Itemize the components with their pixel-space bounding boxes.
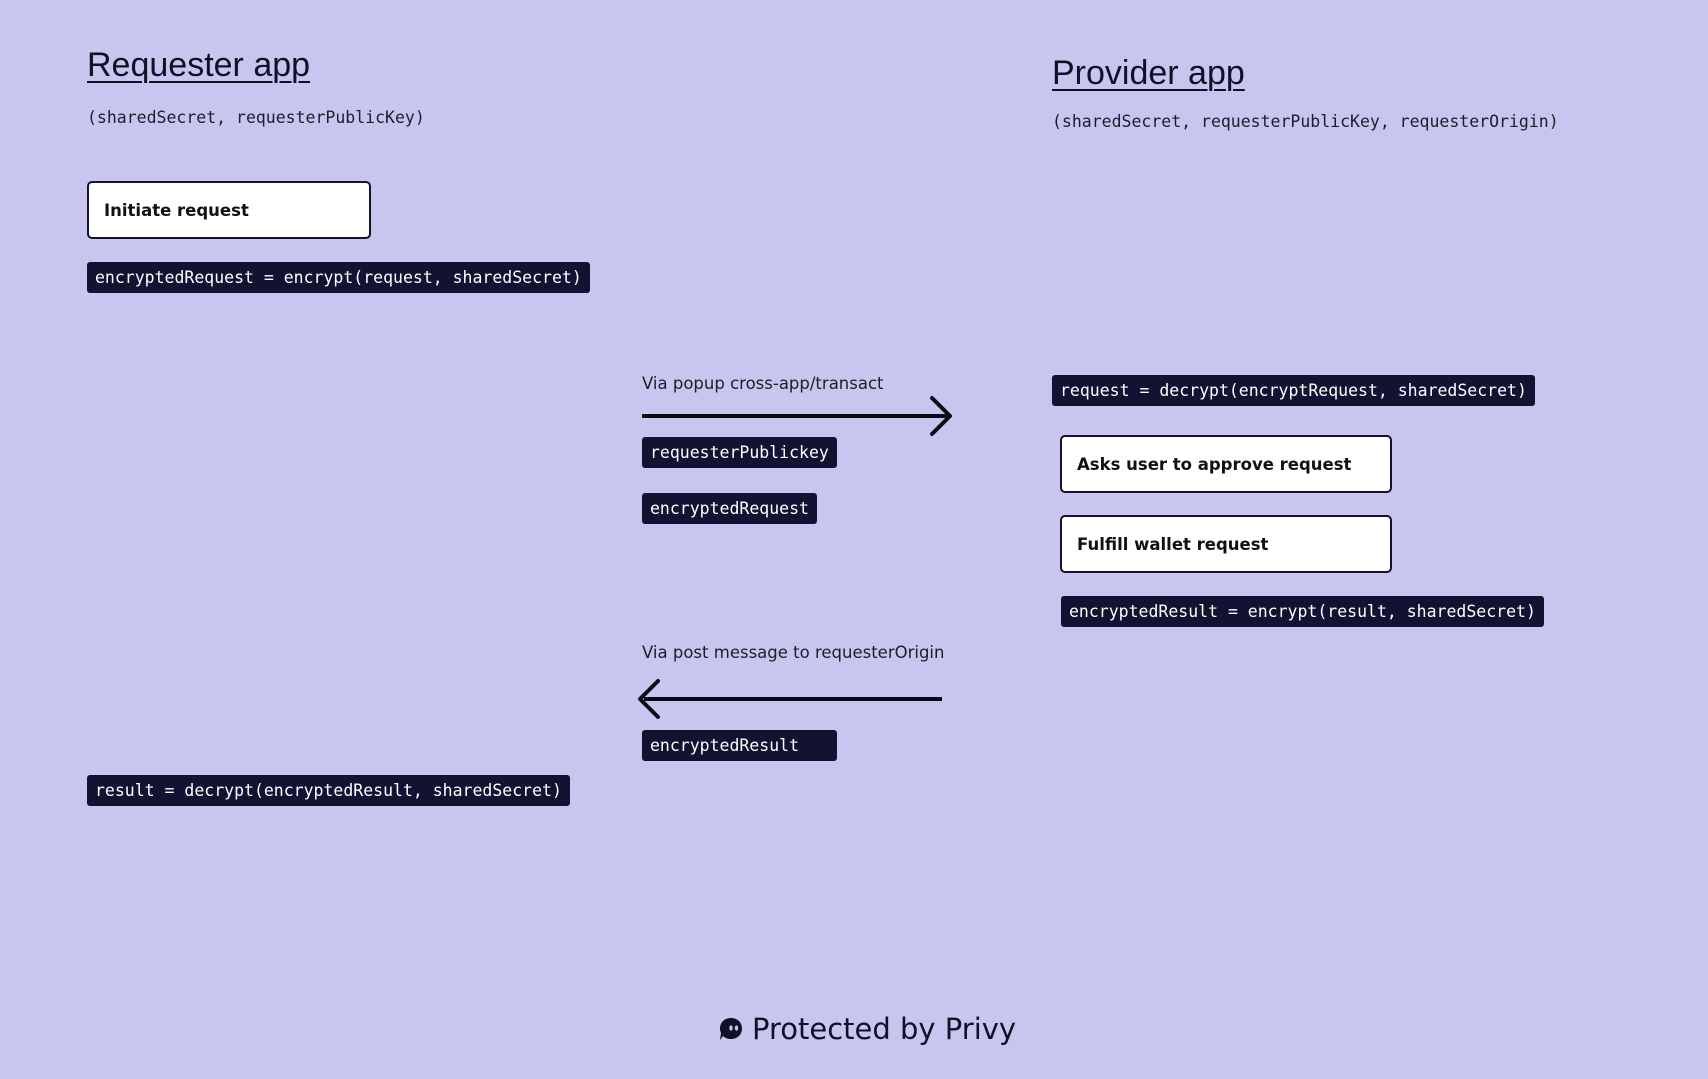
forward-arrow-icon [640, 394, 960, 438]
payload-chip: encryptedResult [642, 730, 837, 761]
forward-flow-caption: Via popup cross-app/transact [642, 374, 884, 393]
fulfill-request-box: Fulfill wallet request [1060, 515, 1392, 573]
requester-decrypt-code: result = decrypt(encryptedResult, sharedSecret) [87, 775, 570, 806]
footer-text: Protected by Privy [752, 1012, 1017, 1046]
provider-signature: (sharedSecret, requesterPublicKey, requesterOrigin) [1052, 112, 1559, 131]
payload-chip: requesterPublickey [642, 437, 837, 468]
footer [718, 1012, 1016, 1046]
approve-request-box: Asks user to approve request [1060, 435, 1392, 493]
requester-title: Requester app [87, 46, 311, 84]
payload-chip: encryptedRequest [642, 493, 817, 524]
return-arrow-icon [636, 677, 946, 721]
requester-signature: (sharedSecret, requesterPublicKey) [87, 108, 425, 127]
privy-logo-icon [718, 1016, 744, 1042]
provider-title: Provider app [1052, 54, 1245, 92]
provider-encrypt-code: encryptedResult = encrypt(result, sharedSecret) [1061, 596, 1544, 627]
provider-decrypt-code: request = decrypt(encryptRequest, sharedSecret) [1052, 375, 1535, 406]
return-flow-caption: Via post message to requesterOrigin [642, 643, 945, 662]
initiate-request-box: Initiate request [87, 181, 371, 239]
requester-encrypt-code: encryptedRequest = encrypt(request, sharedSecret) [87, 262, 590, 293]
